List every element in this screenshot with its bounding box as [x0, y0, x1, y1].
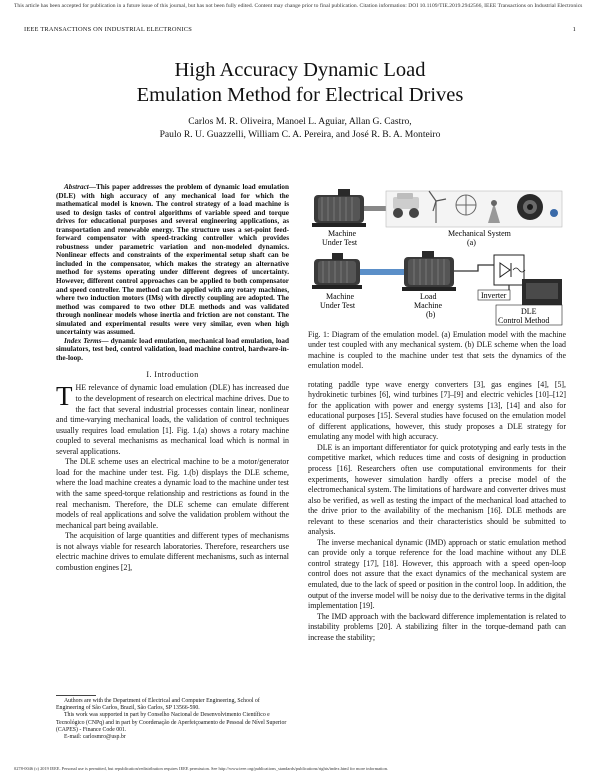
footnote-rule — [56, 695, 96, 696]
right-paragraph-2: DLE is an important differentiator for quick prototyping and early tests in the competitive market, which reduces time and costs of designing in production process [16]. Researchers often use computational environments for their experiments, however simulation hardly offers a precise model of the electromechanical system. The limitations of hardware and converter drives must also be verified, as well as testing the impact of the mechanical load attached to the drive prior to the availability of the mechanism [16]. DLE methods are relevant to these scenarios and their characteristics should be submitted to analysis. — [308, 442, 566, 537]
copyright-notice: 0278-0046 (c) 2019 IEEE. Personal use is permitted, but republication/redistribution requires IEEE permission. See http://www.ieee.org/publications_standards/publications/rights/index.html for more information. — [14, 766, 388, 771]
title-line-1: High Accuracy Dynamic Load — [174, 59, 426, 81]
abstract-text: —This paper addresses the problem of dynamic load emulation (DLE) with high accuracy of any mechanical load for which the mathematical model is known. The control strategy of a load machine is used to design tasks of control algorithms of variable speed and torque drives for educational purposes and several engineering applications, as transportation and renewable energy. The structure uses a set-point feed-forward compensator with speed-tracking controller which provides robustness under parametric variation and non-modeled dynamics. Nonlinear effects and constraints of the experimental setup shaft can be included in the compensator, which makes the strategy an alternative method for systems operating under different degrees of uncertainty. However, different control approaches can be applied to both compensator and speed controller. The method can be applied with any rotary machines, where two induction motors (IMs) with directly coupling are adopted. The method was compared to two other DLE methods and was validated through nonlinear models whose inertia and friction are not constant. The simulated and experimental results were very similar, even when high uncertainty was assumed. — [56, 183, 289, 337]
abstract-label: Abstract — [64, 183, 89, 191]
abstract — [56, 183, 289, 337]
label-machine-under-test-a-line2: Under Test — [322, 238, 358, 247]
right-column — [308, 183, 566, 643]
power-cable — [454, 265, 494, 271]
running-head — [24, 26, 576, 33]
intro-paragraph-1 — [56, 383, 289, 457]
index-terms-text: — dynamic load emulation, mechanical load emulation, load simulators, test bed, control validation, load machine control, hardware-in-the-loop. — [56, 336, 289, 362]
section-heading: I. Introduction — [146, 370, 199, 380]
controller-screen — [526, 283, 558, 299]
mechanical-system-icons — [386, 191, 562, 227]
authors-line-2: Paulo R. U. Guazzelli, William C. A. Pereira, and José R. B. A. Monteiro — [159, 128, 441, 140]
intro-paragraph-2: The DLE scheme uses an electrical machine to be a motor/generator load for the machine under test. Fig. 1.(b) displays the DLE scheme, where the load machine creates a dynamic load to the machine under test with the same speed-torque relationship and restrictions as found in the real mechanism. Therefore, the DLE scheme can emulate different models of real applications and solve the validation problem without the mechanical part being available. — [56, 457, 289, 530]
intro-paragraph-3: The acquisition of large quantities and different types of mechanisms is not always viable for research laboratories. Therefore, researchers use electric machine drives to emulate different mechanisms, such as internal combustion engines [2], — [56, 531, 289, 572]
drop-cap: T — [56, 381, 73, 412]
right-paragraph-3: The inverse mechanical dynamic (IMD) approach or static emulation method can provide only a torque reference for the load machine without any DLE control strategy [17], [18]. However, this approach with a speed open-loop control does not assure that the exact dynamics of the mechanical system are emulated, due to the lack of speed or position in the control loop. In addition, the output of the inverse model will be noisy due to the derivative terms in the digital implementation [19]. — [308, 537, 566, 611]
left-column — [56, 183, 289, 573]
author-footnote — [56, 698, 289, 741]
label-dle: DLE — [521, 307, 537, 316]
inverter-icon — [494, 255, 525, 285]
right-paragraph-1: rotating paddle type wave energy converters [3], gas engines [4], [5], hydrokinetic turbines [6], wind turbines [7]–[9] and electric vehicles [10]–[12] for the application with power and energy systems [13], [14] and also for educational purposes [15]. Several studies have focused on the emulation model of different applications, however, this study proposes a DLE strategy for emulating any model with high accuracy. — [308, 379, 566, 442]
index-terms — [56, 337, 289, 363]
emulation-diagram — [308, 183, 566, 328]
intro-paragraph-1-text: HE relevance of dynamic load emulation (DLE) has increased due to the development of research on electrical machine drives. Due to the fact that several industrial processes contain linear, nonlinear and time-varying mechanical loads, the validation of control techniques usually requires load emulation [1]. Fig. 1.(a) shows a rotary machine coupled to several mechanisms as mechanical load which is normal in several applications. — [56, 383, 289, 456]
title-line-2: Emulation Method for Electrical Drives — [136, 84, 464, 106]
figure-caption: Fig. 1: Diagram of the emulation model. (a) Emulation model with the machine under test coupled with any mechanical system. (b) DLE scheme when the load machine is coupled to the machine under test that sets the dynamics of the emulation model. — [308, 330, 566, 371]
footnote-line: E-mail: carlosmro@usp.br — [64, 734, 126, 741]
paper-title — [30, 58, 570, 108]
label-control-method: Control Method — [498, 316, 550, 325]
footnote-line: Authors are with the Department of Electrical and Computer Engineering, School of Engineering of São Carlos, Brazil, São Carlos, SP 13566-590. — [56, 698, 260, 712]
label-b: (b) — [426, 310, 436, 319]
publication-notice: This article has been accepted for publication in a future issue of this journal, but has not been fully edited. Content may change prior to final publication. Citation information: DOI 10.1109/TIE.2019.2942566, IEEE Transactions on Industrial Electronics — [14, 3, 583, 9]
label-machine-under-test-b-line2: Under Test — [320, 301, 356, 310]
motor-icon — [312, 189, 386, 227]
label-a: (a) — [467, 238, 476, 247]
label-mechanical-system: Mechanical System — [448, 229, 511, 238]
label-machine-under-test-a-line1: Machine — [328, 229, 356, 238]
page-number: 1 — [572, 26, 576, 33]
index-terms-label: Index Terms — [64, 336, 102, 345]
right-paragraph-4: The IMD approach with the backward difference implementation is related to instability problems [20]. A stabilizing filter in the torque-demand path can increase the stability; — [308, 611, 566, 642]
label-load-machine-line2: Machine — [414, 301, 442, 310]
author-list — [30, 116, 570, 141]
label-inverter: Inverter — [481, 291, 507, 300]
shaft-coupling — [360, 269, 404, 275]
motor-under-test-icon — [312, 253, 362, 289]
authors-line-1: Carlos M. R. Oliveira, Manoel L. Aguiar, Allan G. Castro, — [188, 116, 412, 127]
load-machine-icon — [402, 251, 456, 291]
footnote-line: This work was supported in part by Conselho Nacional de Desenvolvimento Científico e Tecnológico (CNPq) and in part by Coordenação de Aperfeiçoamento de Pessoal de Nível Superior (CAPES) - Finance Code 001. — [56, 712, 287, 733]
label-load-machine-line1: Load — [420, 292, 437, 301]
figure-1 — [308, 183, 566, 328]
journal-name: IEEE TRANSACTIONS ON INDUSTRIAL ELECTRONICS — [24, 26, 193, 33]
label-machine-under-test-b-line1: Machine — [326, 292, 354, 301]
